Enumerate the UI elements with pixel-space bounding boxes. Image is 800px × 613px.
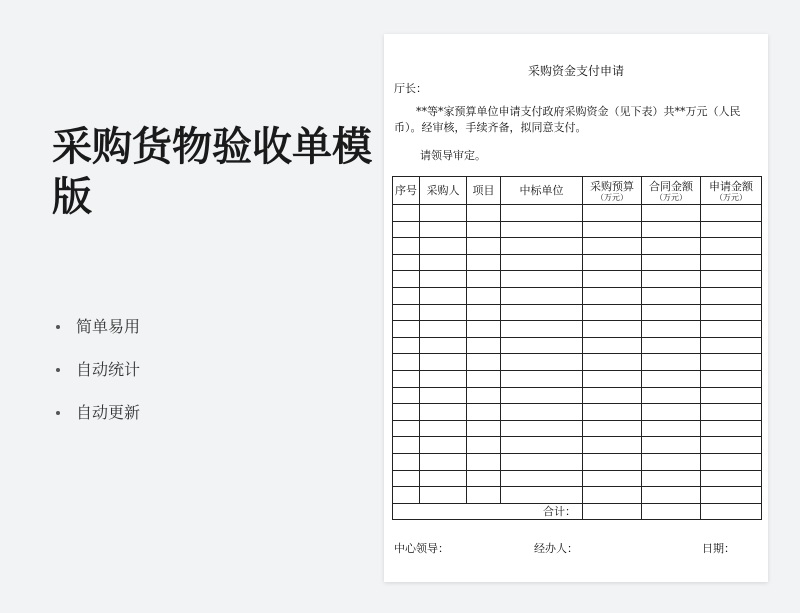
- table-row: [393, 221, 762, 238]
- table-cell[interactable]: [701, 304, 762, 321]
- table-row: [393, 238, 762, 255]
- table-cell[interactable]: [393, 370, 420, 387]
- table-cell[interactable]: [583, 221, 642, 238]
- table-cell[interactable]: [642, 420, 701, 437]
- table-cell[interactable]: [420, 404, 467, 421]
- table-cell[interactable]: [642, 470, 701, 487]
- table-cell[interactable]: [501, 437, 583, 454]
- table-cell[interactable]: [467, 321, 501, 338]
- column-header: 采购预算 （万元）: [583, 177, 642, 205]
- table-cell[interactable]: [467, 238, 501, 255]
- table-cell[interactable]: [420, 470, 467, 487]
- table-cell[interactable]: [642, 370, 701, 387]
- table-cell[interactable]: [701, 470, 762, 487]
- document-preview[interactable]: [384, 34, 768, 582]
- table-cell[interactable]: [501, 470, 583, 487]
- table-cell[interactable]: [701, 271, 762, 288]
- table-cell[interactable]: [393, 321, 420, 338]
- table-cell[interactable]: [642, 487, 701, 504]
- table-cell[interactable]: [501, 304, 583, 321]
- table-cell[interactable]: [420, 354, 467, 371]
- table-cell[interactable]: [583, 470, 642, 487]
- table-cell[interactable]: [701, 254, 762, 271]
- table-cell[interactable]: [583, 370, 642, 387]
- table-cell[interactable]: [583, 271, 642, 288]
- feature-item: 自动统计: [56, 355, 140, 398]
- table-cell[interactable]: [642, 404, 701, 421]
- table-cell[interactable]: [701, 404, 762, 421]
- table-cell[interactable]: [467, 420, 501, 437]
- feature-list: [56, 312, 140, 441]
- table-cell[interactable]: [393, 470, 420, 487]
- table-cell[interactable]: [467, 354, 501, 371]
- document-title: 采购资金支付申请: [527, 64, 624, 78]
- table-row: [393, 437, 762, 454]
- table-cell[interactable]: [583, 321, 642, 338]
- table-cell[interactable]: [467, 271, 501, 288]
- feature-item: 自动更新: [56, 398, 140, 441]
- table-row: [393, 354, 762, 371]
- table-cell[interactable]: [420, 205, 467, 222]
- table-cell[interactable]: [583, 404, 642, 421]
- total-cell[interactable]: [642, 503, 701, 520]
- table-cell[interactable]: [642, 387, 701, 404]
- table-cell[interactable]: [642, 205, 701, 222]
- table-row: [393, 205, 762, 222]
- table-header-row: [393, 177, 762, 205]
- table-cell[interactable]: [501, 404, 583, 421]
- table-cell[interactable]: [583, 453, 642, 470]
- table-cell[interactable]: [701, 354, 762, 371]
- table-cell[interactable]: [420, 287, 467, 304]
- table-cell[interactable]: [501, 221, 583, 238]
- table-cell[interactable]: [583, 437, 642, 454]
- table-cell[interactable]: [467, 205, 501, 222]
- addressee: 厅长：: [394, 82, 427, 95]
- table-cell[interactable]: [467, 487, 501, 504]
- table-cell[interactable]: [642, 354, 701, 371]
- table-cell[interactable]: [642, 271, 701, 288]
- table-cell[interactable]: [701, 321, 762, 338]
- table-cell[interactable]: [420, 238, 467, 255]
- table-cell[interactable]: [501, 354, 583, 371]
- table-cell[interactable]: [701, 420, 762, 437]
- table-cell[interactable]: [393, 271, 420, 288]
- table-row: [393, 370, 762, 387]
- table-cell[interactable]: [467, 337, 501, 354]
- table-cell[interactable]: [701, 238, 762, 255]
- table-cell[interactable]: [501, 271, 583, 288]
- column-header: 采购人: [420, 177, 467, 205]
- table-cell[interactable]: [501, 487, 583, 504]
- table-cell[interactable]: [420, 437, 467, 454]
- table-cell[interactable]: [420, 271, 467, 288]
- table-cell[interactable]: [701, 370, 762, 387]
- table-cell[interactable]: [420, 387, 467, 404]
- table-cell[interactable]: [642, 221, 701, 238]
- table-cell[interactable]: [420, 254, 467, 271]
- bullet-icon: [56, 325, 60, 329]
- table-cell[interactable]: [501, 287, 583, 304]
- table-cell[interactable]: [583, 420, 642, 437]
- bullet-icon: [56, 368, 60, 372]
- table-cell[interactable]: [467, 404, 501, 421]
- table-row: [393, 487, 762, 504]
- leader-signature-label: 中心领导：: [394, 542, 449, 555]
- total-label: 合计：: [393, 503, 583, 520]
- table-cell[interactable]: [642, 254, 701, 271]
- table-cell[interactable]: [701, 337, 762, 354]
- closing-line: 请领导审定。: [420, 149, 486, 162]
- table-row: [393, 321, 762, 338]
- table-cell[interactable]: [393, 354, 420, 371]
- table-cell[interactable]: [501, 453, 583, 470]
- table-cell[interactable]: [583, 304, 642, 321]
- bullet-icon: [56, 411, 60, 415]
- table-cell[interactable]: [393, 287, 420, 304]
- column-header: 项目: [467, 177, 501, 205]
- table-cell[interactable]: [420, 304, 467, 321]
- table-cell[interactable]: [420, 337, 467, 354]
- table-row: [393, 470, 762, 487]
- payment-table: [392, 176, 762, 520]
- table-cell[interactable]: [642, 304, 701, 321]
- handler-signature-label: 经办人：: [534, 542, 578, 555]
- table-row: [393, 337, 762, 354]
- table-cell[interactable]: [393, 238, 420, 255]
- total-cell[interactable]: [583, 503, 642, 520]
- table-cell[interactable]: [583, 205, 642, 222]
- table-cell[interactable]: [393, 420, 420, 437]
- table-cell[interactable]: [501, 337, 583, 354]
- table-cell[interactable]: [583, 238, 642, 255]
- table-cell[interactable]: [501, 387, 583, 404]
- table-cell[interactable]: [701, 387, 762, 404]
- table-cell[interactable]: [501, 370, 583, 387]
- table-cell[interactable]: [501, 238, 583, 255]
- table-cell[interactable]: [420, 370, 467, 387]
- table-cell[interactable]: [467, 470, 501, 487]
- table-cell[interactable]: [583, 287, 642, 304]
- table-row: [393, 271, 762, 288]
- table-cell[interactable]: [393, 221, 420, 238]
- table-row: [393, 387, 762, 404]
- table-cell[interactable]: [420, 321, 467, 338]
- table-cell[interactable]: [501, 420, 583, 437]
- column-header: 中标单位: [501, 177, 583, 205]
- date-label: 日期：: [702, 542, 735, 555]
- table-cell[interactable]: [393, 254, 420, 271]
- table-cell[interactable]: [642, 453, 701, 470]
- table-row: [393, 420, 762, 437]
- table-cell[interactable]: [701, 453, 762, 470]
- table-cell[interactable]: [393, 487, 420, 504]
- column-header: 合同金额 （万元）: [642, 177, 701, 205]
- table-cell[interactable]: [467, 221, 501, 238]
- body-paragraph: **等*家预算单位申请支付政府采购资金（见下表）共**万元（人民币）。经审核，手续齐备，拟同意支付。: [394, 105, 741, 134]
- column-header: 申请金额 （万元）: [701, 177, 762, 205]
- table-cell[interactable]: [393, 337, 420, 354]
- table-cell[interactable]: [467, 304, 501, 321]
- promo-title: 采购货物验收单模版: [52, 124, 372, 220]
- table-cell[interactable]: [420, 487, 467, 504]
- table-row: [393, 287, 762, 304]
- table-cell[interactable]: [467, 387, 501, 404]
- table-cell[interactable]: [701, 221, 762, 238]
- table-cell[interactable]: [701, 487, 762, 504]
- table-cell[interactable]: [642, 337, 701, 354]
- table-cell[interactable]: [583, 487, 642, 504]
- table-cell[interactable]: [583, 337, 642, 354]
- table-row: [393, 304, 762, 321]
- column-header: 序号: [393, 177, 420, 205]
- total-row: [393, 503, 762, 520]
- table-cell[interactable]: [501, 321, 583, 338]
- table-cell[interactable]: [583, 387, 642, 404]
- table-cell[interactable]: [642, 238, 701, 255]
- table-cell[interactable]: [583, 254, 642, 271]
- table-cell[interactable]: [642, 437, 701, 454]
- table-cell[interactable]: [642, 287, 701, 304]
- table-cell[interactable]: [467, 287, 501, 304]
- table-cell[interactable]: [501, 205, 583, 222]
- feature-item: 简单易用: [56, 312, 140, 355]
- table-cell[interactable]: [467, 370, 501, 387]
- table-cell[interactable]: [393, 437, 420, 454]
- table-cell[interactable]: [393, 387, 420, 404]
- table-row: [393, 404, 762, 421]
- table-cell[interactable]: [467, 254, 501, 271]
- table-cell[interactable]: [701, 287, 762, 304]
- table-cell[interactable]: [420, 453, 467, 470]
- table-row: [393, 453, 762, 470]
- table-cell[interactable]: [393, 205, 420, 222]
- table-cell[interactable]: [642, 321, 701, 338]
- table-cell[interactable]: [501, 254, 583, 271]
- table-cell[interactable]: [393, 304, 420, 321]
- table-cell[interactable]: [467, 437, 501, 454]
- table-row: [393, 254, 762, 271]
- table-cell[interactable]: [393, 404, 420, 421]
- table-cell[interactable]: [583, 354, 642, 371]
- table-cell[interactable]: [420, 420, 467, 437]
- table-cell[interactable]: [701, 205, 762, 222]
- table-cell[interactable]: [467, 453, 501, 470]
- total-cell[interactable]: [701, 503, 762, 520]
- table-cell[interactable]: [420, 221, 467, 238]
- table-cell[interactable]: [393, 453, 420, 470]
- table-cell[interactable]: [701, 437, 762, 454]
